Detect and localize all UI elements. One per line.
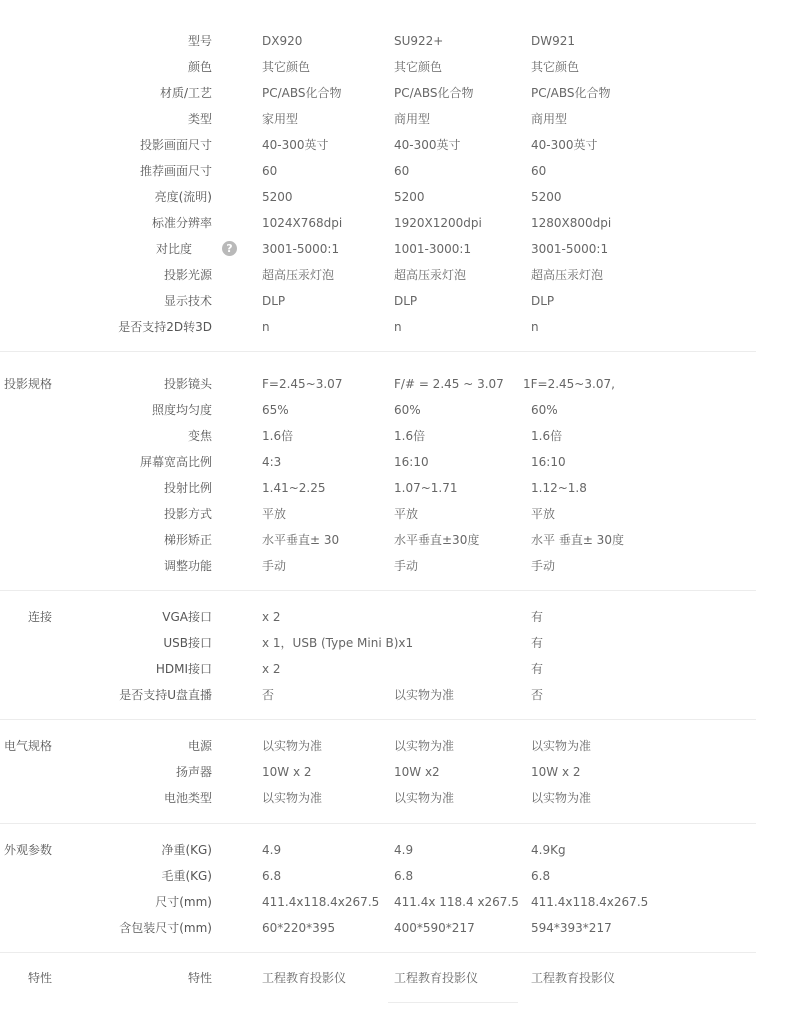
section-projection bbox=[0, 371, 790, 579]
column-underline bbox=[388, 1002, 518, 1003]
table-row bbox=[0, 733, 790, 759]
question-circle-icon[interactable]: ? bbox=[222, 241, 237, 256]
row-label: 型号 bbox=[187, 34, 212, 48]
row-label: 标准分辨率 bbox=[151, 216, 212, 230]
section-category: 外观参数 bbox=[3, 843, 52, 857]
section-category: 电气规格 bbox=[3, 739, 52, 753]
row-label: 变焦 bbox=[187, 429, 212, 443]
cell-dx920: 60 bbox=[262, 164, 278, 178]
cell-dx920: 其它颜色 bbox=[262, 60, 311, 74]
row-label: VGA接口 bbox=[162, 610, 212, 624]
cell-dw921: 5200 bbox=[531, 190, 562, 204]
cell-su922: 超高压汞灯泡 bbox=[394, 268, 467, 282]
cell-su922: F/# = 2.45 ~ 3.07 bbox=[394, 377, 504, 391]
section-divider bbox=[0, 590, 756, 591]
section-connectivity bbox=[0, 604, 790, 708]
row-label: 投影镜头 bbox=[163, 377, 212, 391]
cell-dw921: 60% bbox=[531, 403, 558, 417]
table-row bbox=[0, 132, 790, 158]
cell-dw921: PC/ABS化合物 bbox=[531, 86, 611, 100]
cell-dx920: 10W x 2 bbox=[262, 765, 312, 779]
row-label: 是否支持U盘直播 bbox=[119, 688, 212, 702]
row-label: 显示技术 bbox=[163, 294, 212, 308]
row-label: 亮度(流明) bbox=[154, 190, 212, 204]
cell-su922: 400*590*217 bbox=[394, 921, 475, 935]
cell-dw921: 1.12~1.8 bbox=[531, 481, 587, 495]
table-row bbox=[0, 236, 790, 262]
row-label: 毛重(KG) bbox=[161, 869, 212, 883]
cell-dw921: 以实物为准 bbox=[531, 739, 592, 753]
section-divider bbox=[0, 351, 756, 352]
section-divider bbox=[0, 823, 756, 824]
cell-dw921: 3001-5000:1 bbox=[531, 242, 609, 256]
cell-dw921: 10W x 2 bbox=[531, 765, 581, 779]
section-category: 特性 bbox=[27, 971, 52, 985]
section-category: 投影规格 bbox=[3, 377, 52, 391]
table-row bbox=[0, 397, 790, 423]
cell-su922: 1.07~1.71 bbox=[394, 481, 458, 495]
section-category: 连接 bbox=[27, 610, 52, 624]
row-label: 推荐画面尺寸 bbox=[139, 164, 212, 178]
cell-su922: 10W x2 bbox=[394, 765, 440, 779]
cell-dw921: n bbox=[531, 320, 539, 334]
cell-dx920: 65% bbox=[262, 403, 289, 417]
row-label: 调整功能 bbox=[163, 559, 212, 573]
table-row bbox=[0, 682, 790, 708]
cell-dx920: 工程教育投影仪 bbox=[262, 971, 347, 985]
cell-su922: 手动 bbox=[394, 559, 419, 573]
cell-su922: 411.4x 118.4 x267.5 bbox=[394, 895, 519, 909]
table-row bbox=[0, 106, 790, 132]
cell-dx920: 60*220*395 bbox=[262, 921, 336, 935]
cell-dw921: 60 bbox=[531, 164, 547, 178]
cell-su922: 4.9 bbox=[394, 843, 414, 857]
cell-dx920: 手动 bbox=[262, 559, 287, 573]
cell-dw921: 6.8 bbox=[531, 869, 551, 883]
table-row bbox=[0, 80, 790, 106]
row-label: HDMI接口 bbox=[155, 662, 212, 676]
section-electrical bbox=[0, 733, 790, 811]
cell-dx920: x 1，USB (Type Mini B)x1 bbox=[262, 636, 414, 650]
table-row bbox=[0, 527, 790, 553]
cell-dw921: 1.6倍 bbox=[531, 429, 563, 443]
cell-su922: 40-300英寸 bbox=[394, 138, 461, 152]
section-basic bbox=[0, 28, 790, 340]
cell-dx920: x 2 bbox=[262, 662, 281, 676]
cell-dx920: 平放 bbox=[262, 507, 287, 521]
table-row bbox=[0, 915, 790, 941]
table-row bbox=[0, 423, 790, 449]
row-label: 屏幕宽高比例 bbox=[139, 455, 212, 469]
table-row bbox=[0, 475, 790, 501]
cell-su922: PC/ABS化合物 bbox=[394, 86, 474, 100]
cell-dx920: 3001-5000:1 bbox=[262, 242, 340, 256]
table-row bbox=[0, 288, 790, 314]
cell-dx920: 超高压汞灯泡 bbox=[262, 268, 335, 282]
cell-su922: 其它颜色 bbox=[394, 60, 443, 74]
cell-dx920: 6.8 bbox=[262, 869, 282, 883]
cell-dx920: n bbox=[262, 320, 270, 334]
row-label: 含包装尺寸(mm) bbox=[119, 921, 212, 935]
table-row bbox=[0, 210, 790, 236]
row-label: USB接口 bbox=[163, 636, 212, 650]
cell-dx920: 411.4x118.4x267.5 bbox=[262, 895, 380, 909]
cell-su922: 平放 bbox=[394, 507, 419, 521]
row-label: 投影画面尺寸 bbox=[139, 138, 212, 152]
cell-dx920: 家用型 bbox=[262, 112, 299, 126]
cell-dx920: 1024X768dpi bbox=[262, 216, 343, 230]
cell-dw921: DW921 bbox=[531, 34, 576, 48]
row-label: 尺寸(mm) bbox=[155, 895, 212, 909]
cell-su922: 1001-3000:1 bbox=[394, 242, 472, 256]
cell-dw921: 水平 垂直± 30度 bbox=[531, 533, 624, 547]
cell-dx920: 40-300英寸 bbox=[262, 138, 329, 152]
section-appearance bbox=[0, 837, 790, 941]
cell-su922: 以实物为准 bbox=[394, 739, 455, 753]
row-label: 投影光源 bbox=[163, 268, 212, 282]
cell-dw921: 其它颜色 bbox=[531, 60, 580, 74]
row-label: 扬声器 bbox=[175, 765, 212, 779]
cell-dw921: 有 bbox=[531, 662, 544, 676]
row-label: 对比度 bbox=[155, 242, 192, 256]
cell-dw921: 有 bbox=[531, 636, 544, 650]
cell-dw921: 平放 bbox=[531, 507, 556, 521]
cell-dw921: 1F=2.45~3.07, bbox=[523, 377, 615, 391]
row-label: 特性 bbox=[187, 971, 212, 985]
cell-dw921: 以实物为准 bbox=[531, 791, 592, 805]
table-row bbox=[0, 501, 790, 527]
cell-dx920: PC/ABS化合物 bbox=[262, 86, 342, 100]
cell-su922: 工程教育投影仪 bbox=[394, 971, 479, 985]
table-row bbox=[0, 837, 790, 863]
cell-su922: 水平垂直±30度 bbox=[394, 533, 480, 547]
row-label: 材质/工艺 bbox=[159, 86, 212, 100]
row-label: 净重(KG) bbox=[161, 843, 212, 857]
cell-dw921: 有 bbox=[531, 610, 544, 624]
table-row bbox=[0, 553, 790, 579]
table-row bbox=[0, 889, 790, 915]
cell-dx920: DLP bbox=[262, 294, 286, 308]
cell-dw921: DLP bbox=[531, 294, 555, 308]
cell-su922: 60 bbox=[394, 164, 410, 178]
cell-su922: 1.6倍 bbox=[394, 429, 426, 443]
table-row bbox=[0, 28, 790, 54]
cell-dx920: 4:3 bbox=[262, 455, 282, 469]
section-divider bbox=[0, 952, 756, 953]
row-label: 梯形矫正 bbox=[163, 533, 212, 547]
row-label: 类型 bbox=[187, 112, 212, 126]
cell-dw921: 40-300英寸 bbox=[531, 138, 598, 152]
cell-dw921: 手动 bbox=[531, 559, 556, 573]
cell-dx920: 水平垂直± 30 bbox=[262, 533, 340, 547]
table-row bbox=[0, 785, 790, 811]
table-row bbox=[0, 656, 790, 682]
table-row bbox=[0, 630, 790, 656]
table-row bbox=[0, 759, 790, 785]
cell-su922: SU922+ bbox=[394, 34, 444, 48]
cell-dx920: 1.6倍 bbox=[262, 429, 294, 443]
cell-dw921: 594*393*217 bbox=[531, 921, 612, 935]
table-row bbox=[0, 449, 790, 475]
cell-su922: 以实物为准 bbox=[394, 688, 455, 702]
row-label: 颜色 bbox=[187, 60, 212, 74]
cell-su922: DLP bbox=[394, 294, 418, 308]
cell-dw921: 1280X800dpi bbox=[531, 216, 612, 230]
table-row bbox=[0, 371, 790, 397]
cell-su922: 1920X1200dpi bbox=[394, 216, 482, 230]
row-label: 是否支持2D转3D bbox=[118, 320, 212, 334]
cell-su922: 商用型 bbox=[394, 112, 431, 126]
row-label: 电源 bbox=[187, 739, 212, 753]
row-label: 照度均匀度 bbox=[151, 403, 212, 417]
table-row bbox=[0, 604, 790, 630]
section-features bbox=[0, 965, 790, 991]
cell-su922: 16:10 bbox=[394, 455, 429, 469]
cell-su922: n bbox=[394, 320, 402, 334]
row-label: 电池类型 bbox=[163, 791, 212, 805]
table-row bbox=[0, 262, 790, 288]
cell-dx920: 4.9 bbox=[262, 843, 282, 857]
cell-su922: 5200 bbox=[394, 190, 425, 204]
cell-dx920: x 2 bbox=[262, 610, 281, 624]
section-divider bbox=[0, 719, 756, 720]
table-row bbox=[0, 158, 790, 184]
cell-dx920: 否 bbox=[262, 688, 275, 702]
cell-dx920: F=2.45~3.07 bbox=[262, 377, 343, 391]
cell-dx920: 5200 bbox=[262, 190, 293, 204]
table-row bbox=[0, 863, 790, 889]
table-row bbox=[0, 314, 790, 340]
cell-dx920: DX920 bbox=[262, 34, 303, 48]
cell-dw921: 工程教育投影仪 bbox=[531, 971, 616, 985]
table-row bbox=[0, 54, 790, 80]
table-row bbox=[0, 184, 790, 210]
cell-dx920: 以实物为准 bbox=[262, 739, 323, 753]
cell-su922: 60% bbox=[394, 403, 421, 417]
cell-dx920: 以实物为准 bbox=[262, 791, 323, 805]
cell-dw921: 商用型 bbox=[531, 112, 568, 126]
row-label: 投射比例 bbox=[163, 481, 212, 495]
cell-dw921: 否 bbox=[531, 688, 544, 702]
table-row bbox=[0, 965, 790, 991]
cell-dw921: 4.9Kg bbox=[531, 843, 566, 857]
cell-dx920: 1.41~2.25 bbox=[262, 481, 326, 495]
row-label: 投影方式 bbox=[163, 507, 212, 521]
cell-dw921: 411.4x118.4x267.5 bbox=[531, 895, 649, 909]
cell-dw921: 16:10 bbox=[531, 455, 566, 469]
cell-dw921: 超高压汞灯泡 bbox=[531, 268, 604, 282]
cell-su922: 6.8 bbox=[394, 869, 414, 883]
cell-su922: 以实物为准 bbox=[394, 791, 455, 805]
